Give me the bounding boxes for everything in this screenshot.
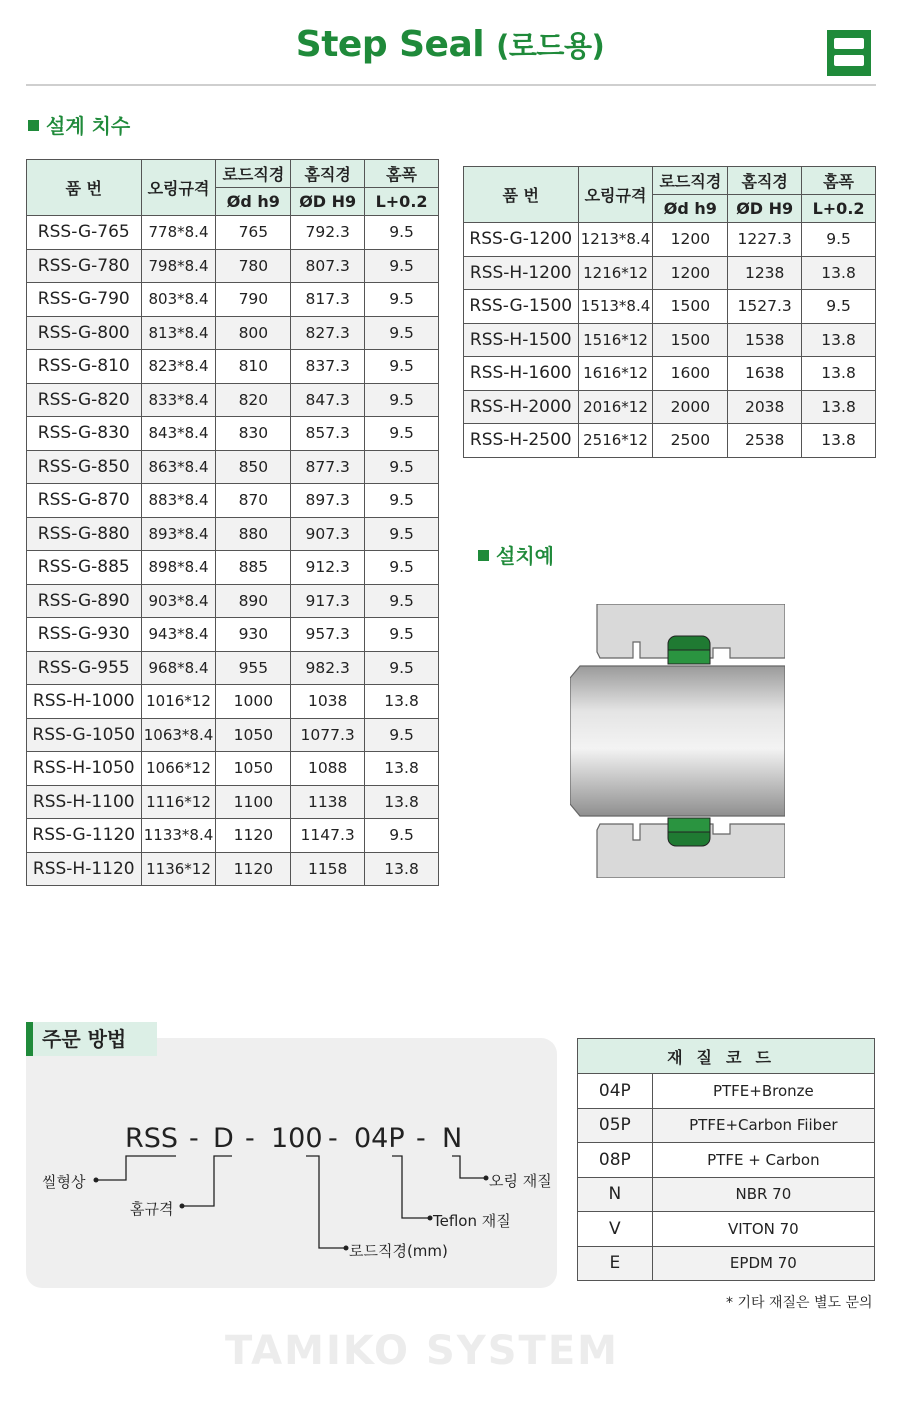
cell-rod: 830: [216, 417, 291, 451]
col-part: 품 번: [27, 160, 142, 216]
cell-groove: 1138: [291, 785, 365, 819]
cell-rod: 1200: [653, 223, 728, 257]
cell-groove: 1527.3: [728, 290, 802, 324]
cell-width: 9.5: [365, 249, 439, 283]
cell-width: 9.5: [365, 484, 439, 518]
cell-oring: 833*8.4: [141, 383, 216, 417]
material-row: [578, 1246, 875, 1281]
code-dash: -: [328, 1123, 338, 1154]
cell-width: 9.5: [365, 819, 439, 853]
code-dash: -: [189, 1123, 199, 1154]
cell-width: 9.5: [365, 350, 439, 384]
cell-oring: 803*8.4: [141, 283, 216, 317]
cell-oring: 883*8.4: [141, 484, 216, 518]
col-rod-tol: Ød h9: [216, 188, 291, 216]
table-row: [27, 584, 439, 618]
cell-groove: 1638: [728, 357, 802, 391]
table-row: [27, 417, 439, 451]
cell-part: RSS-G-890: [27, 584, 142, 618]
cell-oring: 1616*12: [578, 357, 653, 391]
cell-part: RSS-G-765: [27, 216, 142, 250]
cell-rod: 1500: [653, 323, 728, 357]
bullet-icon: [28, 120, 39, 131]
cell-oring: 1213*8.4: [578, 223, 653, 257]
table-row: [27, 383, 439, 417]
cell-width: 9.5: [365, 618, 439, 652]
col-oring: 오링규격: [141, 160, 216, 216]
cell-rod: 850: [216, 450, 291, 484]
table-row: [27, 685, 439, 719]
cell-rod: 1500: [653, 290, 728, 324]
cell-groove: 1147.3: [291, 819, 365, 853]
cell-width: 13.8: [802, 256, 876, 290]
material-row: [578, 1212, 875, 1247]
installation-diagram: [570, 604, 785, 878]
dims-table-left: [26, 159, 439, 886]
cell-oring: 1133*8.4: [141, 819, 216, 853]
cell-rod: 810: [216, 350, 291, 384]
table-row: [27, 517, 439, 551]
col-width-tol: L+0.2: [802, 195, 876, 223]
material-value: EPDM 70: [652, 1246, 874, 1281]
cell-rod: 1600: [653, 357, 728, 391]
code-rss: RSS: [125, 1123, 179, 1154]
tab-accent: [26, 1022, 33, 1056]
cell-oring: 943*8.4: [141, 618, 216, 652]
cell-groove: 1158: [291, 852, 365, 886]
code-dash: -: [245, 1123, 255, 1154]
cell-rod: 885: [216, 551, 291, 585]
cell-width: 13.8: [365, 685, 439, 719]
cell-oring: 898*8.4: [141, 551, 216, 585]
watermark-logo: TAMIKO SYSTEM: [225, 1328, 619, 1374]
code-leader-lines: [26, 1150, 557, 1260]
cell-oring: 798*8.4: [141, 249, 216, 283]
cell-oring: 968*8.4: [141, 651, 216, 685]
col-groove-tol: ØD H9: [728, 195, 802, 223]
code-d: D: [213, 1123, 234, 1154]
cell-part: RSS-G-930: [27, 618, 142, 652]
cell-part: RSS-G-800: [27, 316, 142, 350]
cell-rod: 1120: [216, 819, 291, 853]
header-divider: [26, 84, 876, 86]
material-note: * 기타 재질은 별도 문의: [726, 1295, 873, 1311]
cell-oring: 1513*8.4: [578, 290, 653, 324]
table-row: [464, 256, 876, 290]
material-row: [578, 1177, 875, 1212]
cell-oring: 1136*12: [141, 852, 216, 886]
table-row: [27, 819, 439, 853]
cell-part: RSS-G-955: [27, 651, 142, 685]
col-groove: 홈직경: [291, 160, 365, 188]
cell-part: RSS-G-1120: [27, 819, 142, 853]
material-code: 08P: [578, 1143, 653, 1178]
cell-width: 9.5: [365, 651, 439, 685]
cell-rod: 765: [216, 216, 291, 250]
cell-rod: 1000: [216, 685, 291, 719]
cell-part: RSS-G-880: [27, 517, 142, 551]
cell-width: 9.5: [365, 316, 439, 350]
table-row: [27, 651, 439, 685]
cell-rod: 1120: [216, 852, 291, 886]
material-code: 05P: [578, 1108, 653, 1143]
cell-groove: 1238: [728, 256, 802, 290]
material-value: PTFE+Bronze: [652, 1074, 874, 1109]
cell-width: 9.5: [365, 283, 439, 317]
cell-width: 13.8: [802, 390, 876, 424]
cell-part: RSS-H-1200: [464, 256, 579, 290]
cell-groove: 847.3: [291, 383, 365, 417]
material-code: 04P: [578, 1074, 653, 1109]
cell-width: 9.5: [365, 517, 439, 551]
material-row: [578, 1108, 875, 1143]
code-04p: 04P: [354, 1123, 405, 1154]
cell-width: 9.5: [365, 450, 439, 484]
cell-width: 13.8: [802, 357, 876, 391]
cell-oring: 1216*12: [578, 256, 653, 290]
cell-part: RSS-G-830: [27, 417, 142, 451]
col-oring: 오링규격: [578, 167, 653, 223]
code-100: 100: [271, 1123, 323, 1154]
cell-rod: 2000: [653, 390, 728, 424]
cell-oring: 1016*12: [141, 685, 216, 719]
table-row: [27, 350, 439, 384]
cell-width: 9.5: [365, 551, 439, 585]
cell-oring: 893*8.4: [141, 517, 216, 551]
cell-part: RSS-G-850: [27, 450, 142, 484]
cell-width: 13.8: [365, 785, 439, 819]
cell-part: RSS-G-790: [27, 283, 142, 317]
col-part: 품 번: [464, 167, 579, 223]
cell-width: 9.5: [365, 584, 439, 618]
cell-groove: 917.3: [291, 584, 365, 618]
table-row: [27, 283, 439, 317]
material-header: 재질코드: [578, 1039, 875, 1074]
cell-groove: 792.3: [291, 216, 365, 250]
material-code: N: [578, 1177, 653, 1212]
table-row: [27, 752, 439, 786]
table-row: [464, 223, 876, 257]
material-code-table: [577, 1038, 875, 1281]
label-teflon: Teflon 재질: [433, 1212, 511, 1230]
cell-part: RSS-H-1000: [27, 685, 142, 719]
col-groove: 홈직경: [728, 167, 802, 195]
cell-groove: 857.3: [291, 417, 365, 451]
cell-groove: 1227.3: [728, 223, 802, 257]
cell-oring: 1063*8.4: [141, 718, 216, 752]
table-row: [27, 450, 439, 484]
material-value: PTFE + Carbon: [652, 1143, 874, 1178]
material-code: E: [578, 1246, 653, 1281]
cell-part: RSS-H-1600: [464, 357, 579, 391]
page-title: [0, 24, 900, 65]
table-row: [464, 290, 876, 324]
cell-groove: 982.3: [291, 651, 365, 685]
code-dash: -: [416, 1123, 426, 1154]
cell-rod: 1100: [216, 785, 291, 819]
cell-oring: 813*8.4: [141, 316, 216, 350]
cell-part: RSS-G-1500: [464, 290, 579, 324]
cell-groove: 1077.3: [291, 718, 365, 752]
order-method-tab: 주문 방법: [26, 1022, 157, 1056]
cell-groove: 807.3: [291, 249, 365, 283]
cell-part: RSS-H-2500: [464, 424, 579, 458]
cell-groove: 877.3: [291, 450, 365, 484]
cell-oring: 903*8.4: [141, 584, 216, 618]
label-groove-spec: 홈규격: [130, 1200, 174, 1218]
cell-groove: 837.3: [291, 350, 365, 384]
table-row: [27, 852, 439, 886]
cell-width: 9.5: [365, 718, 439, 752]
step-seal-logo-icon: [827, 30, 871, 76]
table-row: [27, 785, 439, 819]
cell-groove: 817.3: [291, 283, 365, 317]
cell-width: 9.5: [365, 216, 439, 250]
cell-rod: 800: [216, 316, 291, 350]
material-row: [578, 1143, 875, 1178]
cell-part: RSS-G-780: [27, 249, 142, 283]
cell-oring: 2016*12: [578, 390, 653, 424]
cell-groove: 2538: [728, 424, 802, 458]
cell-groove: 2038: [728, 390, 802, 424]
cell-oring: 843*8.4: [141, 417, 216, 451]
title-main: Step Seal: [295, 24, 485, 65]
cell-groove: 897.3: [291, 484, 365, 518]
material-value: NBR 70: [652, 1177, 874, 1212]
table-row: [27, 618, 439, 652]
cell-oring: 823*8.4: [141, 350, 216, 384]
cell-part: RSS-H-2000: [464, 390, 579, 424]
table-row: [464, 323, 876, 357]
table-row: [464, 390, 876, 424]
cell-rod: 780: [216, 249, 291, 283]
cell-part: RSS-G-870: [27, 484, 142, 518]
cell-groove: 1088: [291, 752, 365, 786]
cell-width: 9.5: [365, 383, 439, 417]
cell-rod: 1050: [216, 718, 291, 752]
cell-groove: 1038: [291, 685, 365, 719]
col-rod: 로드직경: [653, 167, 728, 195]
cell-width: 9.5: [802, 290, 876, 324]
table-row: [27, 718, 439, 752]
cell-groove: 912.3: [291, 551, 365, 585]
cell-rod: 790: [216, 283, 291, 317]
cell-groove: 827.3: [291, 316, 365, 350]
cell-oring: 778*8.4: [141, 216, 216, 250]
label-rod-dia: 로드직경(mm): [349, 1242, 448, 1260]
col-rod-tol: Ød h9: [653, 195, 728, 223]
cell-width: 13.8: [365, 852, 439, 886]
table-row: [27, 316, 439, 350]
cell-oring: 2516*12: [578, 424, 653, 458]
table-row: [464, 424, 876, 458]
cell-rod: 1200: [653, 256, 728, 290]
table-row: [464, 357, 876, 391]
cell-width: 13.8: [802, 323, 876, 357]
col-width: 홈폭: [802, 167, 876, 195]
cell-oring: 863*8.4: [141, 450, 216, 484]
material-row: [578, 1074, 875, 1109]
cell-width: 9.5: [802, 223, 876, 257]
cell-part: RSS-G-820: [27, 383, 142, 417]
cell-rod: 955: [216, 651, 291, 685]
cell-part: RSS-H-1100: [27, 785, 142, 819]
col-groove-tol: ØD H9: [291, 188, 365, 216]
cell-part: RSS-G-885: [27, 551, 142, 585]
table-row: [27, 484, 439, 518]
cell-width: 13.8: [365, 752, 439, 786]
material-value: VITON 70: [652, 1212, 874, 1247]
cell-rod: 930: [216, 618, 291, 652]
cell-rod: 880: [216, 517, 291, 551]
cell-part: RSS-H-1120: [27, 852, 142, 886]
section-dims-heading: 설계 치수: [28, 110, 130, 139]
label-oring: 오링 재질: [489, 1172, 552, 1190]
cell-width: 13.8: [802, 424, 876, 458]
table-row: [27, 249, 439, 283]
title-sub: (로드용): [496, 29, 605, 63]
code-n: N: [442, 1123, 463, 1154]
section-install-heading: 설치예: [478, 540, 554, 569]
cell-groove: 957.3: [291, 618, 365, 652]
col-width-tol: L+0.2: [365, 188, 439, 216]
cell-groove: 1538: [728, 323, 802, 357]
table-row: [27, 551, 439, 585]
cell-oring: 1066*12: [141, 752, 216, 786]
label-seal-type: 씰형상: [42, 1173, 86, 1191]
col-width: 홈폭: [365, 160, 439, 188]
cell-rod: 890: [216, 584, 291, 618]
cell-oring: 1516*12: [578, 323, 653, 357]
dims-table-right: [463, 166, 876, 458]
material-code: V: [578, 1212, 653, 1247]
cell-oring: 1116*12: [141, 785, 216, 819]
cell-part: RSS-H-1050: [27, 752, 142, 786]
col-rod: 로드직경: [216, 160, 291, 188]
cell-rod: 870: [216, 484, 291, 518]
table-row: [27, 216, 439, 250]
cell-rod: 820: [216, 383, 291, 417]
cell-part: RSS-H-1500: [464, 323, 579, 357]
material-value: PTFE+Carbon Fiiber: [652, 1108, 874, 1143]
cell-part: RSS-G-1050: [27, 718, 142, 752]
bullet-icon: [478, 550, 489, 561]
cell-part: RSS-G-1200: [464, 223, 579, 257]
cell-rod: 1050: [216, 752, 291, 786]
cell-width: 9.5: [365, 417, 439, 451]
cell-part: RSS-G-810: [27, 350, 142, 384]
cell-rod: 2500: [653, 424, 728, 458]
cell-groove: 907.3: [291, 517, 365, 551]
